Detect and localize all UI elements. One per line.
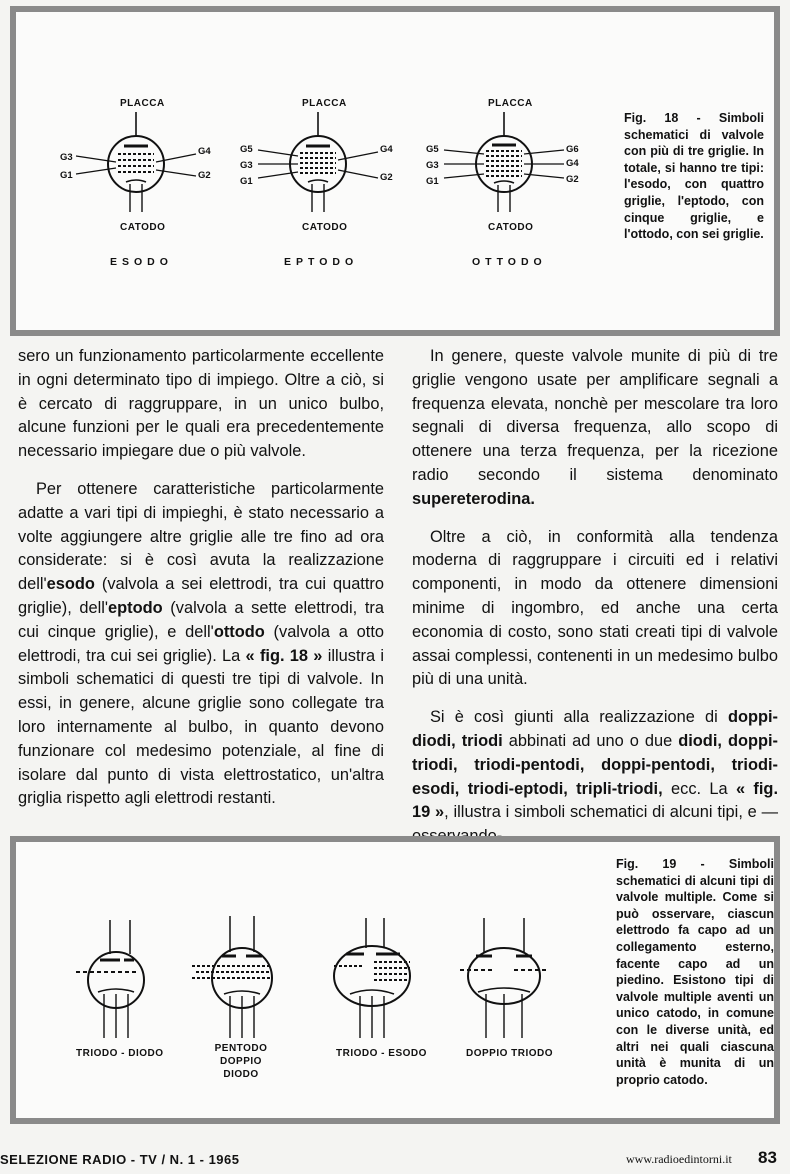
- figure-caption: Fig. 19 - Simboli schematici di alcuni tipi di valvole multiple. Come si può osservare, ciascun elettrodo fa capo ad un collegamento esterno, facente capo ad un piedino. Esistono tipi di valvole multiple aventi un unico catodo, in comune con le diverse unità, ed altri nei quali ciascuna unità è munita di un proprio catodo.: [616, 857, 774, 1087]
- pin-label: G2: [198, 170, 211, 181]
- tube-pentodo-doppio-diodo: [192, 916, 272, 1038]
- multiple-tubes-diagram: [16, 842, 606, 1112]
- page-footer: [0, 1148, 790, 1174]
- cathode-label: CATODO: [120, 222, 166, 233]
- tube-name: ESODO: [110, 256, 173, 268]
- figure-18: [10, 6, 780, 336]
- tube-triodo-diodo: [76, 920, 144, 1038]
- paragraph: Si è così giunti alla realizzazione di doppi-diodi, triodi abbinati ad uno o due diodi, doppi-triodi, triodi-pentodi, doppi-pentodi, triodi-esodi, triodi-eptodi, tripli-triodi, ecc. La « fig. 19 », illustra i simboli schematici di alcuni tipi, e —: [412, 708, 779, 822]
- paragraph: In genere, queste valvole munite di più di tre griglie vengono usate per amplificare segnali a frequenza elevata, nonchè per mescolare tra loro segnali di diversa frequenza, allo scopo di ottenere una terza frequenza, per la ricezione radio secondo il sistema denominato supereterodina.: [412, 347, 778, 508]
- pin-label: G2: [380, 172, 393, 183]
- tube-name: OTTODO: [472, 256, 547, 268]
- cathode-label: CATODO: [488, 222, 534, 233]
- tube-name: TRIODO - ESODO: [336, 1048, 427, 1059]
- pin-label: G5: [426, 144, 439, 155]
- pin-label: G1: [426, 176, 439, 187]
- plate-label: PLACCA: [488, 98, 533, 109]
- pin-label: G3: [60, 152, 73, 163]
- paragraph: Per ottenere caratteristiche particolarmente adatte a vari tipi di impieghi, è stato necessario a volte aggiungere altre griglie alle tre fino ad ora considerate: si è così avuta la realizzazione dell'esodo (valvola a sei elettrodi, tra cui quattro griglie), dell'eptodo (valvola a sette elettrodi, tra cui cinque griglie), e dell'ottodo (valvola a otto elettrodi, tra cui sei griglie). La « fig. 18 » illustra i simboli schematici di questi tre tipi di valvole. In essi, in genere, alcune griglie sono collegate tra loro internamente al bulbo, in quanto devono funzionare col medesimo potenziale, al fine di isolare dal punto di vista elettrostatico, un'altra griglia rispetto agli elettrodi restanti.: [18, 479, 384, 808]
- tube-triodo-esodo: [334, 918, 410, 1038]
- pin-label: G1: [240, 176, 253, 187]
- tube-ottodo: [418, 98, 608, 278]
- figure-caption: Fig. 18 - Simboli schematici di valvole con più di tre griglie. In totale, si hanno tre tipi: l'esodo, con quattro griglie, l'eptodo, con cinque griglie, e l'ottodo, con sei griglie.: [624, 111, 764, 242]
- pin-label: G5: [240, 144, 253, 155]
- pin-label: G3: [240, 160, 253, 171]
- article-body: [18, 345, 778, 835]
- tube-esodo: [56, 98, 236, 278]
- pin-label: G1: [60, 170, 73, 181]
- site-url: www.radioedintorni.it: [626, 1152, 732, 1166]
- pin-label: G4: [198, 146, 211, 157]
- tube-name: EPTODO: [284, 256, 359, 268]
- text-column-left: [18, 345, 384, 825]
- tube-name: DOPPIO TRIODO: [466, 1048, 554, 1059]
- cathode-label: CATODO: [302, 222, 348, 233]
- figure-19: [10, 836, 780, 1124]
- pin-label: G3: [426, 160, 439, 171]
- pin-label: G6: [566, 144, 579, 155]
- tube-symbol: [56, 112, 236, 262]
- tube-name: TRIODO - DIODO: [76, 1048, 164, 1059]
- page-number: 83: [758, 1148, 777, 1167]
- magazine-title: SELEZIONE RADIO - TV / N. 1 - 1965: [0, 1152, 240, 1167]
- pin-label: G4: [380, 144, 393, 155]
- pin-label: G4: [566, 158, 579, 169]
- paragraph: sero un funzionamento particolarmente eccellente in ogni determinato tipo di impiego. Oltre a ciò, si è cercato di raggruppare, in un unico bulbo, alcune funzioni per le quali era precedentemente necessario impiegare due o più valvole.: [18, 347, 384, 461]
- plate-label: PLACCA: [302, 98, 347, 109]
- tube-symbol: [418, 112, 608, 262]
- tube-name: PENTODO DOPPIO DIODO: [214, 1043, 268, 1080]
- tube-eptodo: [232, 98, 412, 278]
- plate-label: PLACCA: [120, 98, 165, 109]
- tube-doppio-triodo: [460, 918, 548, 1038]
- tube-symbol: [232, 112, 412, 262]
- text-column-right: [412, 345, 778, 849]
- paragraph: Oltre a ciò, in conformità alla tendenza moderna di raggruppare i circuiti ed i relativi componenti, in modo da ottenere dimensioni minime di ingombro, ed anche una certa economia di costo, sono stati creati tipi di valvole assai complessi, contenenti in un medesimo bulbo più di una unità.: [412, 527, 778, 689]
- pin-label: G2: [566, 174, 579, 185]
